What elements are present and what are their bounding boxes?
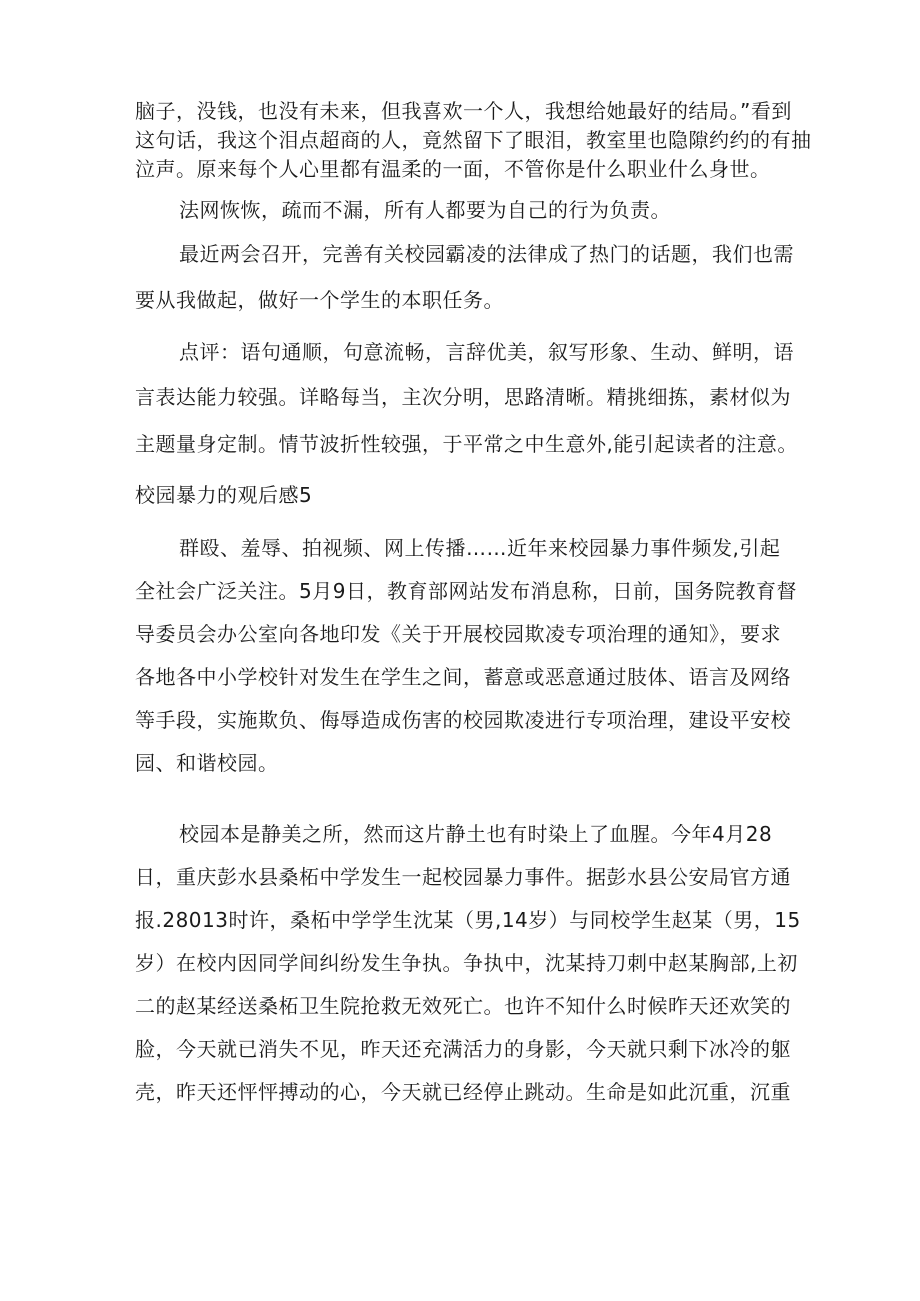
paragraph-5 bbox=[135, 527, 797, 785]
paragraph-line: 这句话，我这个泪点超商的人，竟然留下了眼泪，教室里也隐隙约约的有抽 bbox=[135, 128, 812, 152]
paragraph-line: 导委员会办公室向各地印发《关于开展校园欺凌专项治理的通知》，要求 bbox=[135, 622, 781, 646]
paragraph-1 bbox=[135, 97, 812, 184]
paragraph-2 bbox=[135, 196, 785, 225]
paragraph-line: 报.28013时许，桑柘中学学生沈某（男,14岁）与同校学生赵某（男，15 bbox=[135, 908, 801, 932]
paragraph-line: 主题量身定制。情节波折性较强，于平常之中生意外,能引起读者的注意。 bbox=[135, 432, 798, 456]
paragraph-line: 点评：语句通顺，句意流畅，言辞优美，叙写形象、生动、鲜明，语 bbox=[179, 340, 794, 364]
paragraph-line: 脑子，没钱，也没有未来，但我喜欢一个人，我想给她最好的结局。”看到 bbox=[135, 99, 792, 123]
paragraph-line: 壳，昨天还怦怦搏动的心，今天就已经停止跳动。生命是如此沉重，沉重 bbox=[135, 1080, 791, 1104]
paragraph-line: 等手段，实施欺负、侮辱造成伤害的校园欺凌进行专项治理，建设平安校 bbox=[135, 708, 791, 732]
paragraph-6 bbox=[135, 813, 801, 1114]
section-heading bbox=[135, 481, 785, 510]
paragraph-line: 法网恢恢，疏而不漏，所有人都要为自己的行为负责。 bbox=[179, 198, 671, 222]
heading-text: 校园暴力的观后感5 bbox=[135, 483, 313, 507]
paragraph-line: 园、和谐校园。 bbox=[135, 751, 279, 775]
paragraph-line: 日，重庆彭水县桑柘中学发生一起校园暴力事件。据彭水县公安局官方通 bbox=[135, 865, 791, 889]
paragraph-line: 最近两会召开，完善有关校园霸凌的法律成了热门的话题，我们也需 bbox=[179, 242, 794, 266]
paragraph-line: 要从我做起，做好一个学生的本职任务。 bbox=[135, 288, 504, 312]
paragraph-line: 群殴、羞辱、拍视频、网上传播……近年来校园暴力事件频发,引起 bbox=[179, 536, 781, 560]
paragraph-3-cont bbox=[135, 286, 785, 315]
paragraph-4 bbox=[135, 338, 794, 367]
paragraph-line: 各地各中小学校针对发生在学生之间，蓄意或恶意通过肢体、语言及网络 bbox=[135, 665, 791, 689]
paragraph-line: 脸，今天就已消失不见，昨天还充满活力的身影，今天就只剩下冰冷的躯 bbox=[135, 1037, 791, 1061]
paragraph-line: 岁）在校内因同学间纠纷发生争执。争执中，沈某持刀刺中赵某胸部,上初 bbox=[135, 951, 798, 975]
paragraph-line: 校园本是静美之所，然而这片静土也有时染上了血腥。今年4月28 bbox=[179, 822, 773, 846]
paragraph-line: 言表达能力较强。详略每当，主次分明，思路清晰。精挑细拣，素材似为 bbox=[135, 385, 791, 409]
paragraph-3 bbox=[135, 240, 794, 269]
paragraph-line: 全社会广泛关注。5月9日，教育部网站发布消息称，日前，国务院教育督 bbox=[135, 579, 797, 603]
paragraph-4-cont bbox=[135, 383, 791, 412]
paragraph-4-cont2 bbox=[135, 430, 798, 459]
paragraph-line: 泣声。原来每个人心里都有温柔的一面，不管你是什么职业什么身世。 bbox=[135, 157, 771, 181]
paragraph-line: 二的赵某经送桑柘卫生院抢救无效死亡。也许不知什么时候昨天还欢笑的 bbox=[135, 994, 791, 1018]
